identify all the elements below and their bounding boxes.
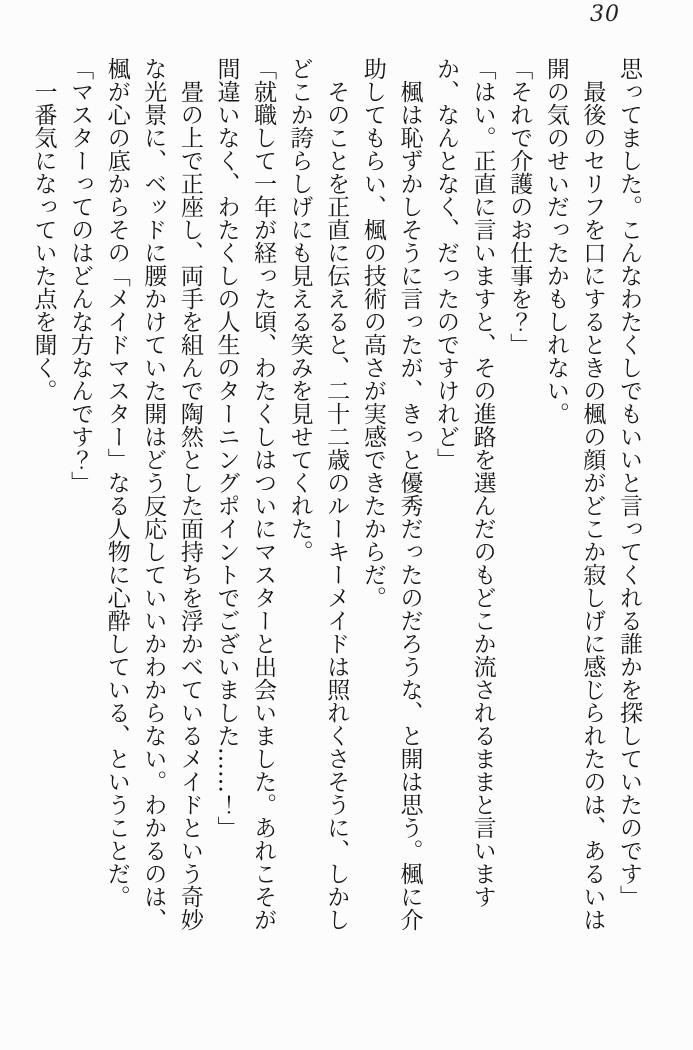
paragraph: 畳の上で正座し、両手を組んで陶然とした面持ちを浮かべているメイドという奇妙な光景に、ベッドに腰かけていた開はどう反応していいかわからない。わかるのは、楓が心の底からその「メイドマスター」なる人物に心酔している、ということだ。	[103, 57, 203, 931]
page-number: 30	[590, 2, 620, 27]
paragraph: 楓は恥ずかしそうに言ったが、きっと優秀だったのだろうな、と開は思う。楓に介助してもらい、楓の技術の高さが実感できたからだ。	[359, 57, 423, 931]
text-block	[25, 57, 647, 937]
paragraph: 「就職して一年が経った頃、わたくしはついにマスターと出会いました。あれこそが間違いなく、わたくしの人生のターニングポイントでございました……！」	[213, 57, 277, 931]
paragraph: 最後のセリフを口にするときの楓の顔がどこか寂しげに感じられたのは、あるいは開の気のせいだったかもしれない。	[542, 57, 606, 931]
paragraph: 「はい。正直に言いますと、その進路を選んだのもどこか流されるままと言いますか、なんとなく、だったのですけれど」	[433, 57, 496, 908]
paragraph: 「それで介護のお仕事を？」	[506, 57, 533, 356]
paragraph: 一番気になっていた点を聞く。	[30, 57, 57, 402]
paragraph: 思ってました。こんなわたくしでもいいと言ってくれる誰かを探していたのです」	[616, 57, 642, 908]
paragraph: そのことを正直に伝えると、二十二歳のルーキーメイドは照れくさそうに、しかしどこか誇らしげにも見える笑みを見せてくれた。	[286, 57, 350, 931]
paragraph: 「マスターってのはどんな方なんです？」	[67, 57, 94, 494]
